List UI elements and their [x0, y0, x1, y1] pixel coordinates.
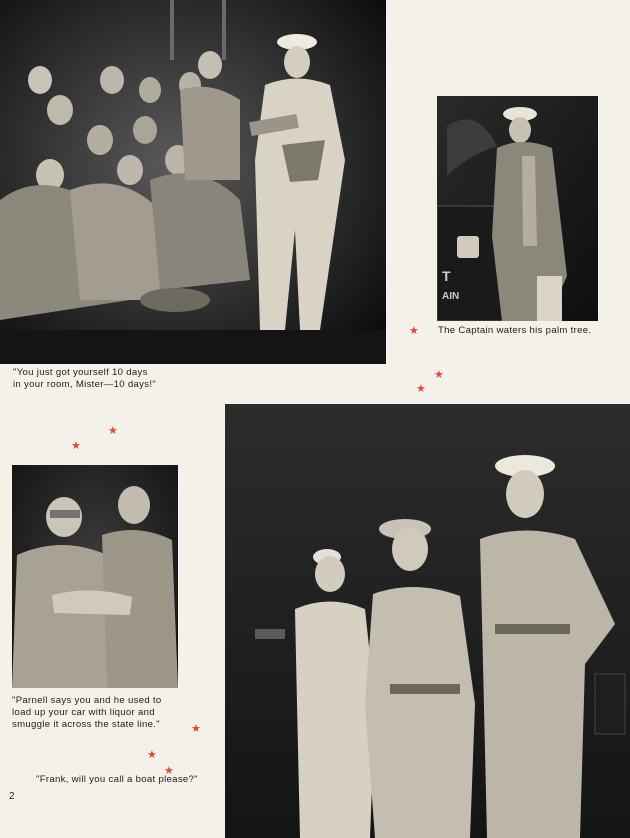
photo-captain-palm-tree [437, 96, 598, 321]
caption-captain-palm-tree [438, 325, 628, 337]
photo-two-officers-talking [12, 465, 178, 688]
star-icon: ★ [108, 425, 118, 437]
star-icon: ★ [191, 723, 201, 735]
caption-two-officers [12, 695, 212, 731]
caption-line: "You just got yourself 10 days [13, 367, 148, 378]
svg-text:AIN: AIN [442, 291, 460, 302]
star-icon: ★ [71, 440, 81, 452]
photo-nurse-and-officers [225, 404, 630, 838]
star-icon: ★ [409, 325, 419, 337]
caption-line: smuggle it across the state line." [12, 719, 160, 730]
caption-boat [36, 774, 226, 786]
photo-crew-briefing [0, 0, 386, 364]
star-icon: ★ [147, 749, 157, 761]
svg-text:T: T [442, 268, 451, 284]
caption-line: load up your car with liquor and [12, 707, 155, 718]
star-icon: ★ [164, 765, 174, 777]
caption-line: The Captain waters his palm tree. [438, 325, 592, 336]
page-number: 2 [9, 791, 15, 802]
star-icon: ★ [434, 369, 444, 381]
star-icon: ★ [416, 383, 426, 395]
caption-crew-briefing [13, 367, 213, 391]
caption-line: in your room, Mister—10 days!" [13, 379, 157, 390]
caption-line: "Parnell says you and he used to [12, 695, 162, 706]
caption-line: "Frank, will you call a boat please?" [36, 774, 198, 785]
